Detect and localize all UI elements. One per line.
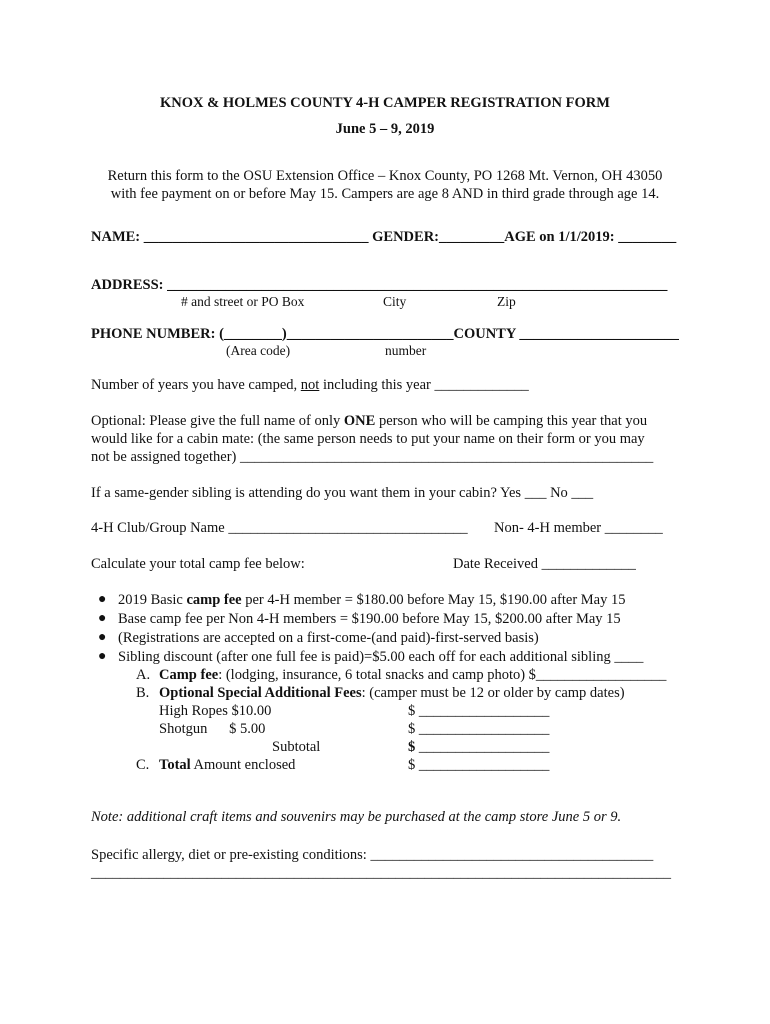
bullet-dot: ● [98,649,107,664]
phone-hint-number: number [385,343,427,358]
cabin-mate-line-1 [91,412,647,430]
optional-fees-heading [159,684,625,702]
cabin-text-pre: Optional: Please give the full name of only [91,413,344,429]
high-ropes-field[interactable] [408,702,549,720]
basic-fee-post: per 4-H member = $180.00 before May 15, $190.00 after May 15 [241,592,626,608]
fee-c-label: C. [136,757,150,773]
total-field[interactable] [408,756,549,774]
allergy-field[interactable]: Specific allergy, diet or pre-existing conditions: _______________________________________ [91,847,654,863]
bullet-dot: ● [98,630,107,645]
shotgun-label: Shotgun $ 5.00 [159,721,266,737]
bullet-sibling-discount[interactable]: Sibling discount (after one full fee is paid)=$5.00 each off for each additional sibling ____ [118,649,644,665]
dollar-sign: $ [408,703,416,719]
shotgun-field[interactable] [408,720,549,738]
optional-fees-rest: : (camper must be 12 or older by camp dates) [361,685,625,701]
phone-county-field[interactable]: PHONE NUMBER: (________)_______________________COUNTY ______________________ [91,326,679,342]
years-text-not: not [300,377,320,393]
shotgun-blank: __________________ [418,721,550,737]
dollar-sign: $ [408,739,416,755]
total-label [159,756,295,774]
bullet-non-member-fee: Base camp fee per Non 4-H members = $190.00 before May 15, $200.00 after May 15 [118,611,621,627]
cabin-mate-field[interactable]: not be assigned together) _________________________________________________________ [91,449,654,465]
allergy-field-line-2[interactable]: ________________________________________________________________________________ [91,865,671,881]
address-hint-city: City [383,294,407,309]
address-hint-street: # and street or PO Box [181,294,305,309]
high-ropes-label: High Ropes $10.00 [159,703,272,719]
name-gender-age-field[interactable]: NAME: _______________________________ GENDER:_________AGE on 1/1/2019: ________ [91,229,677,245]
cabin-mate-line-2: would like for a cabin mate: (the same person needs to put your name on their form or you may [91,431,645,447]
total-blank: __________________ [418,757,550,773]
date-received-field[interactable]: Date Received _____________ [453,556,636,572]
camp-fee-rest: : (lodging, insurance, 6 total snacks and camp photo) $__________________ [218,667,667,683]
cabin-text-post: person who will be camping this year that you [375,413,648,429]
subtotal-field[interactable] [408,738,549,756]
camp-fee-bold: Camp fee [159,667,219,683]
intro-line-1: Return this form to the OSU Extension Office – Knox County, PO 1268 Mt. Vernon, OH 43050 [107,168,663,184]
intro-line-2: with fee payment on or before May 15. Campers are age 8 AND in third grade through age 14. [110,186,660,202]
cabin-text-bold: ONE [343,413,376,429]
club-name-field[interactable]: 4-H Club/Group Name _________________________________ [91,520,468,536]
years-camped-field[interactable] [91,376,529,394]
sibling-cabin-question[interactable]: If a same-gender sibling is attending do you want them in your cabin? Yes ___ No ___ [91,485,594,501]
basic-fee-bold: camp fee [186,592,242,608]
subtotal-blank: __________________ [418,739,550,755]
bullet-dot: ● [98,592,107,607]
years-text-post: including this year _____________ [319,377,529,393]
years-text-pre: Number of years you have camped, [91,377,301,393]
phone-hint-area: (Area code) [226,343,291,358]
camp-dates: June 5 – 9, 2019 [335,121,435,137]
non-member-field[interactable]: Non- 4-H member ________ [494,520,663,536]
address-field[interactable]: ADDRESS: _____________________________________________________________________ [91,277,668,293]
total-bold: Total [159,757,191,773]
bullet-registration-note: (Registrations are accepted on a first-come-(and paid)-first-served basis) [118,630,539,646]
bullet-dot: ● [98,611,107,626]
fee-b-label: B. [136,685,150,701]
dollar-sign: $ [408,757,416,773]
high-ropes-blank: __________________ [418,703,550,719]
form-title: KNOX & HOLMES COUNTY 4-H CAMPER REGISTRATION FORM [160,95,610,111]
dollar-sign: $ [408,721,416,737]
subtotal-label: Subtotal [272,739,321,755]
total-rest: Amount enclosed [190,757,296,773]
bullet-basic-fee [118,591,626,609]
camp-fee-field[interactable] [159,666,666,684]
fee-a-label: A. [136,667,151,683]
address-hint-zip: Zip [497,294,516,309]
calculate-fee-label: Calculate your total camp fee below: [91,556,305,572]
basic-fee-pre: 2019 Basic [118,592,187,608]
optional-fees-bold: Optional Special Additional Fees [159,685,362,701]
craft-note: Note: additional craft items and souvenirs may be purchased at the camp store June 5 or 9. [91,809,622,825]
